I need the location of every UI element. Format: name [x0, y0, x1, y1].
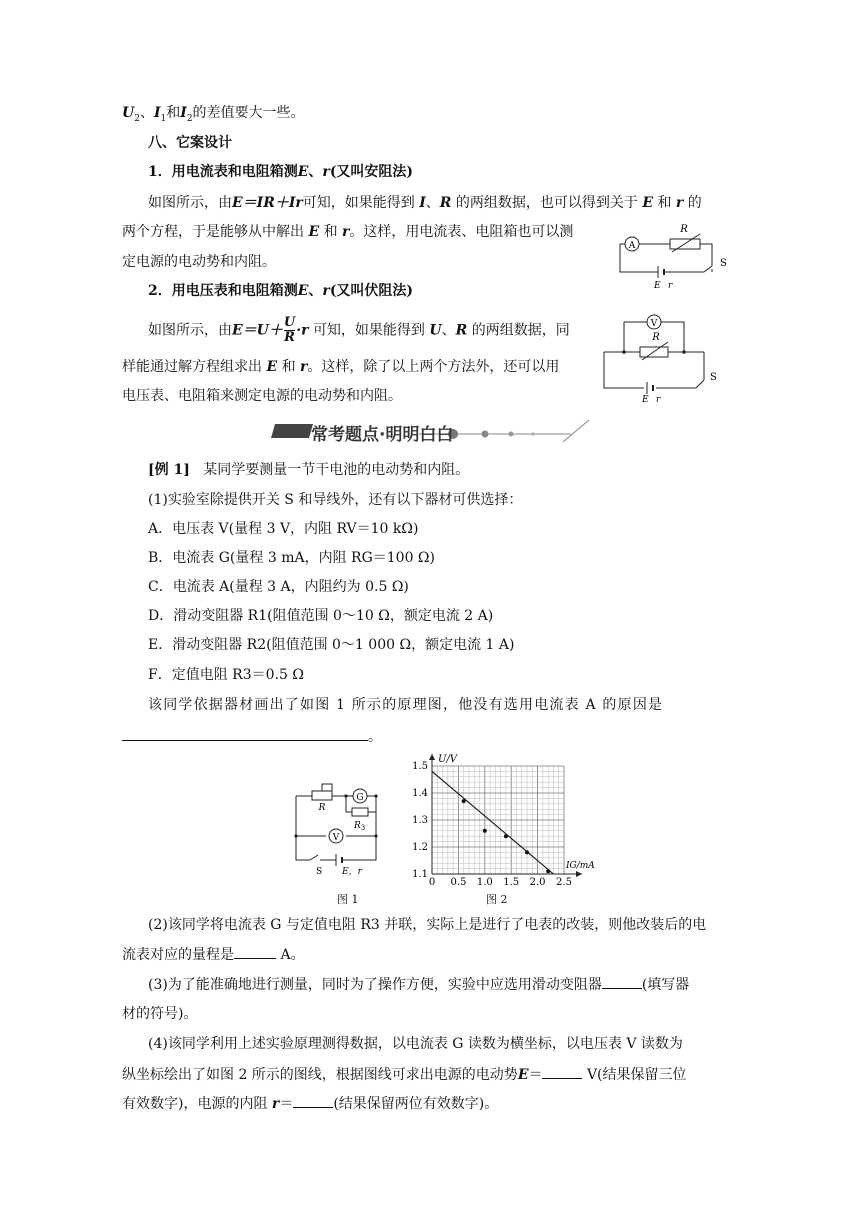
- option-b: B．电流表 G(量程 3 mA，内阻 RG＝100 Ω): [148, 550, 435, 566]
- question-4-line1: (4)该同学利用上述实验原理测得数据，以电流表 G 读数为横坐标，以电压表 V 读数为: [148, 1036, 683, 1052]
- fig1-galvanometer-label: G: [356, 793, 364, 803]
- figure1-circuit: [290, 776, 390, 880]
- data-point: [546, 869, 550, 873]
- figure2-ui-graph: [408, 752, 608, 892]
- option-a: A．电压表 V(量程 3 V，内阻 RV＝10 kΩ): [148, 521, 419, 537]
- s1-para-line3: 定电源的电动势和内阻。: [122, 254, 276, 270]
- ammeter-circuit-diagram: [612, 222, 742, 294]
- voltmeter-label: V: [650, 319, 658, 329]
- question-4-line2: 纵坐标绘出了如图 2 所示的图线，根据图线可求出电源的电动势E＝ V(结果保留三位: [122, 1064, 687, 1085]
- fit-line: [432, 771, 553, 874]
- section8-title: 八、它案设计: [148, 135, 232, 151]
- x-tick-label: 2.0: [529, 877, 546, 888]
- s2-para-line2: 样能通过解方程组求出 E 和 r。这样，除了以上两个方法外，还可以用: [122, 359, 560, 375]
- section-banner: [271, 418, 601, 444]
- internal-r-label: r: [668, 281, 673, 291]
- y-tick-label: 1.4: [412, 788, 428, 799]
- ammeter-label: A: [628, 241, 636, 251]
- x-tick-label: 2.5: [556, 877, 572, 888]
- s2-para-line3: 电压表、电阻箱来测定电源的电动势和内阻。: [122, 388, 402, 404]
- answer-blank-resistance[interactable]: [293, 1093, 333, 1108]
- s1-title: 1．用电流表和电阻箱测E、r(又叫安阻法): [148, 164, 414, 180]
- switch-label-2: S: [710, 372, 717, 383]
- answer-blank-rheostat[interactable]: [602, 974, 642, 989]
- s2-title: 2．用电压表和电阻箱测E、r(又叫伏阻法): [148, 283, 414, 299]
- answer-line-1: 。: [122, 726, 382, 747]
- u-over-r-fraction: $\frac{U}{R}$: [283, 315, 296, 345]
- option-f: F．定值电阻 R3＝0.5 Ω: [148, 667, 304, 683]
- resistor-box-label: R: [652, 332, 660, 343]
- data-point: [483, 829, 487, 833]
- question-2-line1: (2)该同学将电流表 G 与定值电阻 R3 并联，实际上是进行了电表的改装，则他改装后的电: [148, 917, 707, 933]
- question-3-line1: (3)为了能准确地进行测量，同时为了操作方便，实验中应选用滑动变阻器 (填写器: [148, 974, 689, 995]
- example-intro: [例 1] 某同学要测量一节干电池的电动势和内阻。: [148, 462, 470, 478]
- fig1-battery-label: E，r: [342, 867, 362, 877]
- answer-blank-range[interactable]: [234, 944, 276, 959]
- resistor-label: R: [680, 224, 688, 235]
- fig1-r3-label: $R_3$: [354, 821, 366, 832]
- question-2-line2: 流表对应的量程是 A。: [122, 944, 305, 965]
- y-tick-label: 1.1: [412, 869, 428, 880]
- figure2-caption: 图 2: [486, 893, 508, 906]
- y-axis-arrow: [429, 754, 435, 760]
- question-3-line2: 材的符号)。: [122, 1006, 198, 1022]
- fig1-voltmeter-label: V: [332, 833, 340, 843]
- x-tick-label: 1.5: [503, 877, 520, 888]
- internal-r-label-2: r: [656, 395, 661, 404]
- option-d: D．滑动变阻器 R1(阻值范围 0～10 Ω，额定电流 2 A): [148, 608, 494, 624]
- s1-para-line1: 如图所示，由E＝IR＋Ir可知，如果能得到 I、R 的两组数据，也可以得到关于 E 和 r 的: [148, 195, 702, 211]
- x-tick-label: 0.5: [450, 877, 467, 888]
- y-tick-label: 1.5: [412, 761, 428, 772]
- answer-blank-emf[interactable]: [542, 1064, 582, 1079]
- answer-blank-1[interactable]: [122, 726, 368, 741]
- option-e: E．滑动变阻器 R2(阻值范围 0～1 000 Ω，额定电流 1 A): [148, 637, 515, 653]
- question-1-tail: 该同学依据器材画出了如图 1 所示的原理图，他没有选用电流表 A 的原因是: [148, 697, 664, 713]
- data-point: [504, 834, 508, 838]
- s2-para-line1: 如图所示，由E＝U＋ $\frac{U}{R}$ ·r 可知，如果能得到 U、R 的两组数据，同: [148, 315, 570, 345]
- continuation-line: $U_2$、$I_1$和$I_2$的差值要大一些。: [122, 105, 305, 124]
- question-1: (1)实验室除提供开关 S 和导线外，还有以下器材可供选择：: [148, 492, 523, 508]
- data-point: [462, 799, 466, 803]
- emf-label-2: E: [642, 395, 649, 404]
- y-tick-label: 1.2: [412, 842, 428, 853]
- x-tick-label: 0: [428, 877, 436, 888]
- switch-label: S: [720, 258, 727, 269]
- figure1-caption: 图 1: [337, 893, 359, 906]
- emf-label: E: [654, 281, 661, 291]
- voltmeter-circuit-diagram: [600, 308, 730, 404]
- fig1-rheostat-label: R: [318, 803, 326, 813]
- question-4-line3: 有效数字)，电源的内阻 r＝ (结果保留两位有效数字)。: [122, 1093, 498, 1114]
- banner-title: 常考题点·明明白白: [311, 425, 454, 445]
- x-axis-label: IG/mA: [566, 861, 595, 871]
- x-axis-arrow: [576, 871, 582, 877]
- fig1-switch-label: S: [316, 867, 323, 877]
- s1-para-line2: 两个方程，于是能够从中解出 E 和 r。这样，用电流表、电阻箱也可以测: [122, 224, 574, 240]
- y-tick-label: 1.3: [412, 815, 428, 826]
- option-c: C．电流表 A(量程 3 A，内阻约为 0.5 Ω): [148, 579, 409, 595]
- y-axis-label: U/V: [438, 754, 458, 765]
- x-tick-label: 1.0: [476, 877, 493, 888]
- data-point: [525, 850, 529, 854]
